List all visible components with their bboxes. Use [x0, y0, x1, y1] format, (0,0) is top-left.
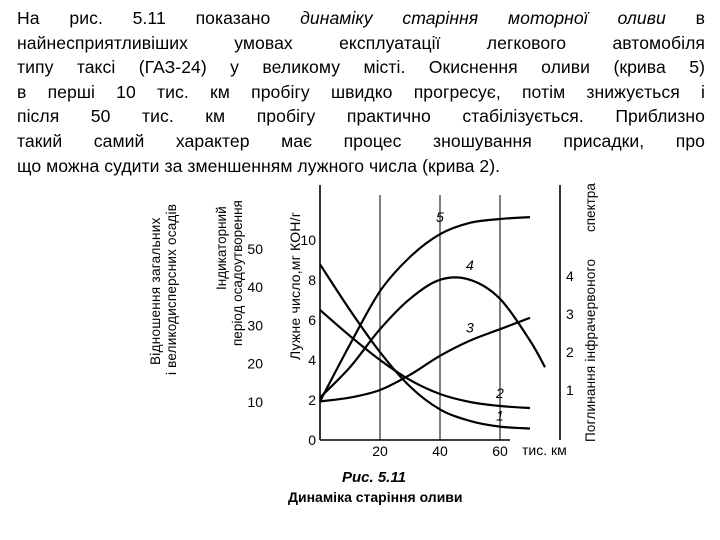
text-run: в перші 10 тис. км пробігу швидко прогресує, потім знижується і [17, 81, 705, 102]
text-run: такий самий характер має процес зношування присадки, про [17, 130, 705, 151]
text-run: На рис. 5.11 показано [17, 8, 301, 28]
axis3-label: Лужне число,мг КОН/г [287, 211, 303, 360]
series-4-label: 4 [466, 256, 474, 273]
axis2-label-line1: Індикаторний [214, 206, 229, 290]
axis1-label-line1: Відношення загальних [148, 217, 163, 365]
base-number-tick-label: 2 [308, 392, 316, 408]
text-run: що можна судити за зменшенням лужного числа (крива 2). [17, 155, 501, 176]
base-number-tick-label: 0 [308, 432, 316, 448]
axis1-label-line2: і великодисперсних осадів [164, 203, 179, 375]
series-2-label: 2 [496, 385, 504, 401]
x-tick-label: 40 [432, 443, 448, 459]
ir-tick-label: 2 [566, 344, 574, 360]
x-tick-label: 60 [492, 443, 508, 459]
series-labels [436, 209, 504, 423]
base-number-tick-label: 8 [308, 272, 316, 288]
series-curves [320, 217, 545, 428]
text-run: типу таксі (ГАЗ-24) у великому місті. Окиснення оливи (крива 5) [17, 57, 705, 78]
base-number-tick-label: 6 [308, 312, 316, 328]
axis2-label-line2: період осадоутворення [230, 200, 245, 346]
right-axis-label-line2: спектра [583, 183, 598, 232]
series-1-line [320, 264, 530, 428]
text-run: найнесприятливіших умовах експлуатації легкового автомобіля [17, 32, 705, 53]
ir-tick-label: 1 [566, 382, 574, 398]
base-number-tick-label: 10 [300, 232, 316, 248]
induction-tick-label: 50 [247, 241, 263, 257]
induction-tick-label: 40 [247, 279, 263, 296]
induction-tick-label: 30 [247, 317, 263, 334]
text-run: в [665, 8, 705, 28]
x-unit-label: тис. км [522, 442, 567, 458]
base-number-tick-label: 4 [308, 352, 316, 368]
ir-tick-label: 4 [566, 268, 574, 284]
induction-tick-label: 20 [247, 355, 263, 372]
x-tick-label: 20 [372, 443, 388, 459]
caption-title: Динаміка старіння оливи [288, 489, 463, 505]
series-5-line [320, 217, 530, 401]
series-1-label: 1 [496, 407, 504, 424]
ir-tick-label: 3 [566, 306, 574, 322]
text-run: після 50 тис. км пробігу практично стабілізується. Приблизно [17, 106, 705, 127]
induction-tick-label: 10 [247, 393, 263, 410]
series-5-label: 5 [436, 209, 444, 226]
caption-number: Рис. 5.11 [342, 469, 406, 486]
right-axis-label-line1: Поглинання інфрачервоного [583, 258, 598, 442]
italic-phrase: динаміку старіння моторної оливи [300, 8, 666, 28]
series-3-label: 3 [466, 319, 474, 336]
